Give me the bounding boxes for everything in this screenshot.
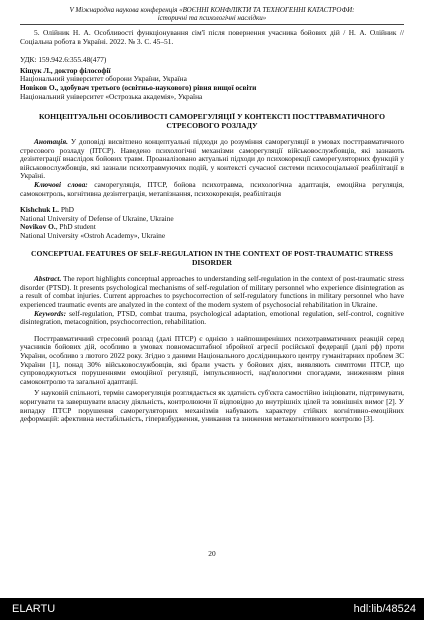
ua-authors <box>20 67 404 101</box>
en-title: CONCEPTUAL FEATURES OF SELF-REGULATION IN THE CONTEXT OF POST-TRAUMATIC STRESS DISORDER <box>31 249 393 268</box>
en-author-2-name: Novikov O. <box>20 222 56 232</box>
en-abstract-text: The report highlights conceptual approaches to understanding self-regulation in the context of post-traumatic stress disorder (PTSD). It presents psychological mechanisms of self-regulation of military personnel who experience disintegration as a result of combat injuries. Current approaches to psychocorrection of self-regulatory functions in military personnel who have experienced traumatic events are analyzed in the context of the modern system of psychosocial rehabilitation in Ukraine. <box>20 274 404 310</box>
ua-author-1-name: Кіщук Л., доктор філософії <box>20 65 111 75</box>
ua-title: КОНЦЕПТУАЛЬНІ ОСОБЛИВОСТІ САМОРЕГУЛЯЦІЇ У КОНТЕКСТІ ПОСТТРАВМАТИЧНОГО СТРЕСОВОГО РОЗЛАДУ <box>38 112 386 130</box>
footer-bar <box>0 598 424 620</box>
en-author-1-affil: National University of Defense of Ukraine, Ukraine <box>20 213 174 223</box>
en-author-2-suffix: , PhD student <box>55 222 96 232</box>
running-header <box>20 6 404 25</box>
ua-abstract <box>20 138 404 181</box>
en-abstract <box>20 275 404 309</box>
en-author-1-name: Kishchuk L. <box>20 205 60 215</box>
ua-keywords-label: Ключові слова: <box>34 179 88 189</box>
en-abstract-label: Abstract. <box>34 274 62 284</box>
footer-repository-label: ELARTU <box>12 603 56 615</box>
footer-handle: hdl:lib/48524 <box>353 603 416 615</box>
body-paragraph-2: У науковій спільноті, термін саморегуляція розглядається як здатність суб'єкта самостійно ініціювати, підтримувати, коригувати та завершувати власну діяльність, контролюючи її відповідно до внутрішніх цілей та зовнішніх вимог [2]. У випадку ПТСР порушення саморегуляторних механізмів набувають характеру стійких когнітивно-емоційних деформацій: афективна нестабільність, гіпервзбудження, уникання та зниження метакогнітивного контролю [3]. <box>20 388 404 424</box>
en-keywords <box>20 310 404 327</box>
ua-author-1-affil: Національний університет оборони України, Україна <box>20 74 187 84</box>
header-line-1: V Міжнародна наукова конференція «ВОЄННІ КОНФЛІКТИ ТА ТЕХНОГЕННІ КАТАСТРОФИ: <box>69 6 355 14</box>
ua-author-2-affil: Національний університет «Острозька академія», Україна <box>20 91 203 101</box>
document-page <box>20 6 404 598</box>
en-author-1-suffix: PhD <box>59 205 75 215</box>
en-authors <box>20 206 404 240</box>
reference-item: 5. Олійник Н. А. Особливості функціонування сім'ї після повернення учасника бойових дій / Н. А. Олійник // Соціальна робота в Україні. 2022. № 3. С. 45–51. <box>20 28 404 46</box>
header-line-2: історичні та психологічні наслідки» <box>157 14 267 22</box>
ua-keywords <box>20 181 404 198</box>
ua-keywords-text: саморегуляція, ПТСР, бойова психотравма, психологічна адаптація, емоційна регуляція, самоконтроль, когнітивна дезінтеграція, метапізнання, психокорекція, реабілітація <box>20 179 405 198</box>
body-paragraph-1: Посттравматичний стресовий розлад (далі ПТСР) є однією з найпоширеніших психотравматичних реакцій серед учасників бойових дій, особливо в умовах повномасштабної збройної агресії російської федерації (далі рф) проти України, особливо з лютого 2022 року. Згідно з даними Національного дослідницького центру гуманітарних проблем ЗС України [1], понад 30% військовослужбовців, які брали участь у бойових діях, виявляють симптоми ПТСР, що супроводжуються порушеннями емоційної регуляції, імпульсивності, над'вологими спогадами, зниженням рівня самоконтролю та загальної адаптації. <box>20 333 404 386</box>
en-keywords-label: Keywords: <box>34 308 67 318</box>
ua-author-2-name: Новіков О., здобувач третього (освітньо-наукового) рівня вищої освіти <box>20 82 257 92</box>
en-keywords-text: self-regulation, PTSD, combat trauma, psychological adaptation, emotional regulation, self-control, cognitive disintegration, metacognition, psychocorrection, rehabilitation. <box>20 308 404 327</box>
ua-abstract-label: Анотація. <box>34 136 68 146</box>
ua-abstract-text: У доповіді висвітлено концептуальні підходи до розуміння саморегуляції в умовах посттравматичного стресового розладу (ПТСР). Наведено психологічні механізми саморегуляції військовослужбовців, які зазнають дезінтеграції внаслідок бойових травм. Проаналізовано актуальні підходи до психокорекції саморегуляторних функцій у військовослужбовців, які зазнали психотравмуючих подій, у контексті сучасної системи психосоціальної реабілітації в Україні. <box>20 136 404 181</box>
page-number: 20 <box>208 549 216 558</box>
en-author-2-affil: National University «Ostroh Academy», Ukraine <box>20 230 166 240</box>
udc-code: УДК: 159.942.6:355.48(477) <box>20 55 107 65</box>
